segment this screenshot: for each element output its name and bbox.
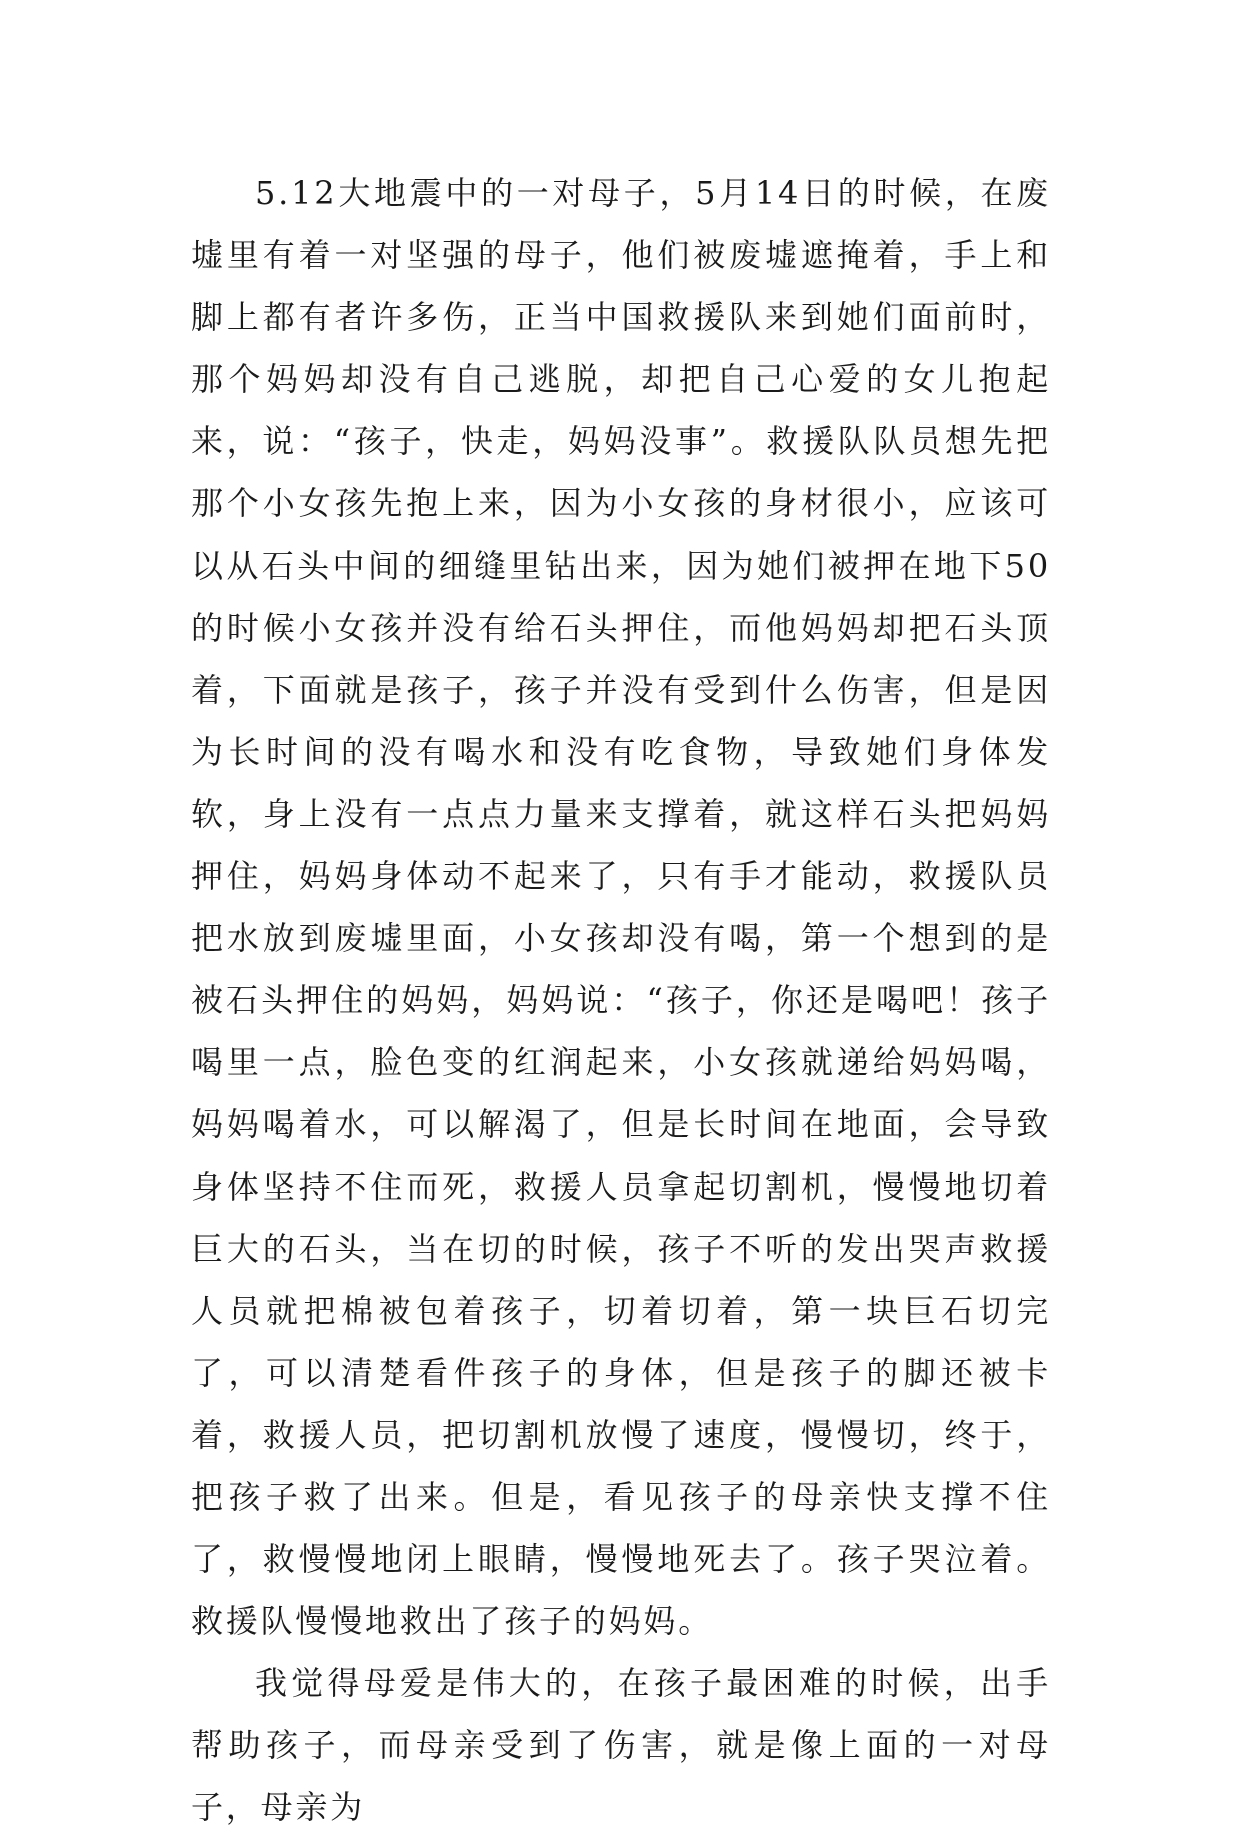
document-body (191, 162, 1051, 1839)
paragraph-2: 我觉得母爱是伟大的，在孩子最困难的时候，出手帮助孩子，而母亲受到了伤害，就是像上面的一对母子，母亲为 (191, 1664, 1051, 1827)
paragraph-1: 5.12大地震中的一对母子，5月14日的时候，在废墟里有着一对坚强的母子，他们被废墟遮掩着，手上和脚上都有者许多伤，正当中国救援队来到她们面前时，那个妈妈却没有自己逃脱，却把自己心爱的女儿抱起来，说：“孩子，快走，妈妈没事”。救援队队员想先把那个小女孩先抱上来，因为小女孩的身材很小，应该可以从石头中间的细缝里钻出来，因为她们被押在地下50的时候小女孩并没有给石头押住，而他妈妈却把石头顶着，下面就是孩子，孩子并没有受到什么伤害，但是因为长时间的没有喝水和没有吃食物，导致她们身体发软，身上没有一点点力量来支撑着，就这样石头把妈妈押住，妈妈身体动不起来了，只有手才能动，救援队员把水放到废墟里面，小女孩却没有喝，第一个想到的是被石头押住的妈妈，妈妈说：“孩子，你还是喝吧！孩子喝里一点，脸色变的红润起来，小女孩就递给妈妈喝，妈妈喝着水，可以解渴了，但是长时间在地面，会导致身体坚持不住而死，救援人员拿起切割机，慢慢地切着巨大的石头，当在切的时候，孩子不听的发出哭声救援人员就把棉被包着孩子，切着切着，第一块巨石切完了，可以清楚看件孩子的身体，但是孩子的脚还被卡着，救援人员，把切割机放慢了速度，慢慢切，终于，把孩子救了出来。但是，看见孩子的母亲快支撑不住了，救慢慢地闭上眼睛，慢慢地死去了。孩子哭泣着。救援队慢慢地救出了孩子的妈妈。 (191, 174, 1051, 1641)
